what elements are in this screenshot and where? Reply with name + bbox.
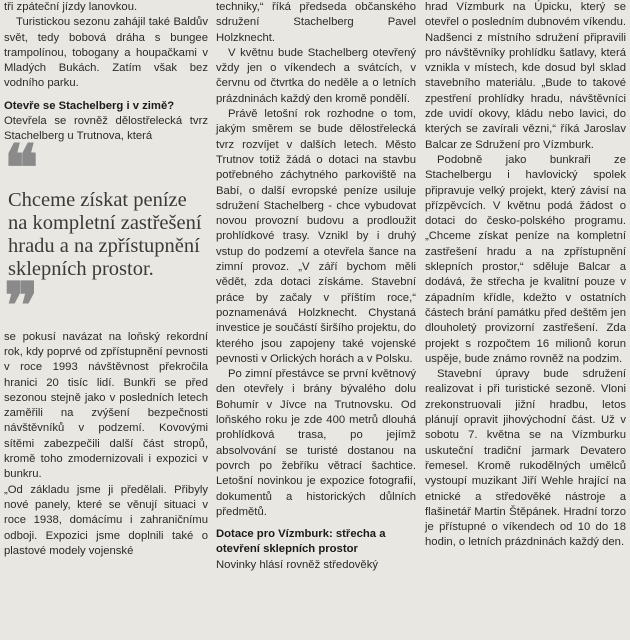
quote-open-icon: ❝ bbox=[4, 130, 33, 206]
paragraph: se pokusí navázat na loňský rekordní rok, kdy poprvé od zpřístupnění pevnosti v roce 1993 návštěvnost překročila hranici 20 tisíc lidí. Bunkři se před sezonou stejně jako v posledních letech zaměřili na zvýšení bezpečnosti návštěvníků v podzemí. Kovovými sítěmi zabezpečili další část stropů, kromě toho zmodernizovali i expozici v bunkru. bbox=[4, 330, 208, 481]
article-column-1 bbox=[4, 0, 208, 640]
quote-close-icon: ❞ bbox=[4, 268, 33, 344]
section-heading: Otevře se Stachelberg i v zimě? bbox=[4, 99, 175, 112]
paragraph: „Od základu jsme ji předělali. Přibyly nové panely, které se věnují situaci v roce 1938, domácímu i zahraničnímu odboji. Expozici jsme doplnili také o plastové modely vojenské bbox=[4, 483, 208, 557]
spacer bbox=[4, 92, 208, 99]
paragraph: Právě letošní rok rozhodne o tom, jakým směrem se bude dělostřelecká tvrz rozvíjet v dalších letech. Město Trutnov totiž žádá o dotaci na stavbu potřebného záchytného parkoviště na Babí, o další evropské peníze usiluje sdružení Stachelberg - chce vybudovat novou provozní budovu a prodloužit prohlídkové trasy. Vznikl by i druhý vstup do podzemí a otevřela šance na zimní provoz. „V září bychom měli vědět, zda dotaci získáme. Stavební práce by začaly v příštím roce,“ poznamenává Holzknecht. Chystaná investice je součástí širšího projektu, do kterého jsou zapojeny také vojenské pevnosti v Orlických horách a v Polsku. bbox=[216, 108, 416, 365]
spacer bbox=[4, 323, 208, 330]
paragraph: techniky,“ říká předseda občanského sdružení Stachelberg Pavel Holzknecht. bbox=[216, 1, 416, 44]
paragraph: Otevřela se rovněž dělostřelecká tvrz Stachelberg u Trutnova, která bbox=[4, 115, 208, 143]
paragraph: V květnu bude Stachelberg otevřený vždy jen o víkendech a svátcích, v červnu od čtvrtka do neděle a o letních prázdninách každý den kromě pondělí. bbox=[216, 46, 416, 105]
spacer bbox=[216, 520, 416, 527]
paragraph: Novinky hlásí rovněž středověký bbox=[216, 558, 378, 571]
paragraph: Podobně jako bunkraři ze Stachelbergu i havlovický spolek připravuje velký projekt, který závisí na přízpěvcích. V květnu podá žádost o dotaci do česko-polského programu. „Chceme získat peníze na kompletní zastřešení hradu a na zpřístupnění sklepních prostor,“ sděluje Balcar a dodává, že střecha je kvalitní pouze v západním křídle, kdežto v ostatních částech brání památku před deštěm jen dlouholetý provizorní zastřešení. Zda projekt s rozpočtem 16 milionů korun uspěje, bude známo rovněž na podzim. bbox=[425, 153, 626, 365]
article-column-2 bbox=[216, 0, 416, 640]
pull-quote: Chceme získat peníze na kompletní zastřešení hradu a na zpřístupnění sklepních prostor. bbox=[8, 188, 202, 280]
section-heading: Dotace pro Vízmburk: střecha a otevření sklepních prostor bbox=[216, 528, 386, 556]
paragraph: Po zimní přestávce se první květnový den otevřely i brány bývalého dolu Bohumír v Jívce na Trutnovsku. Od loňského roku je zde 400 metrů dlouhá prohlídková trasa, po jejímž absolvování se turisté dostanou na povrch po žebříku větrací šachtice. Letošní novinkou je expozice fotografií, dokumentů a historických důlních předmětů. bbox=[216, 368, 416, 518]
paragraph: hrad Vízmburk na Úpicku, který se otevřel o posledním dubnovém víkendu. Nadšenci z místního sdružení připravili pro návštěvníky prohlídku šatlavy, která vznikla v místech, kde dosud byl sklad stavebního materiálu. „Bude to takové zpestření prohlídky hradu, návštěvníci zde uvidí okovy, kládu nebo lavici, do kterých se zavírali vězni,“ říká Jaroslav Balcar ze Sdružení pro Vízmburk. bbox=[425, 1, 626, 151]
paragraph: Stavební úpravy bude sdružení realizovat i při turistické sezoně. Vloni zrekonstruovali jižní hradbu, letos plánují opravit jihovýchodní část. Už v sobotu 7. května se na Vízmburku uskuteční tradiční jarmark Devatero řemesel. Kromě rukodělných umělců vystoupí muzikant Jiří Wehle hrající na etnické a středověké nástroje a flašinetář Martin Štěpánek. Hradní torzo je přístupné o víkendech od 10 do 18 hodin, o letních prázdninách každý den. bbox=[425, 368, 626, 549]
paragraph: tři zpáteční jízdy lanovkou. bbox=[4, 1, 138, 13]
paragraph: Turistickou sezonu zahájil také Baldův svět, tedy bobová dráha s bungee trampolínou, tobogany a houpačkami v Mladých Bukách. Zatím však bez vodního parku. bbox=[4, 16, 208, 90]
article-column-3 bbox=[425, 0, 626, 640]
